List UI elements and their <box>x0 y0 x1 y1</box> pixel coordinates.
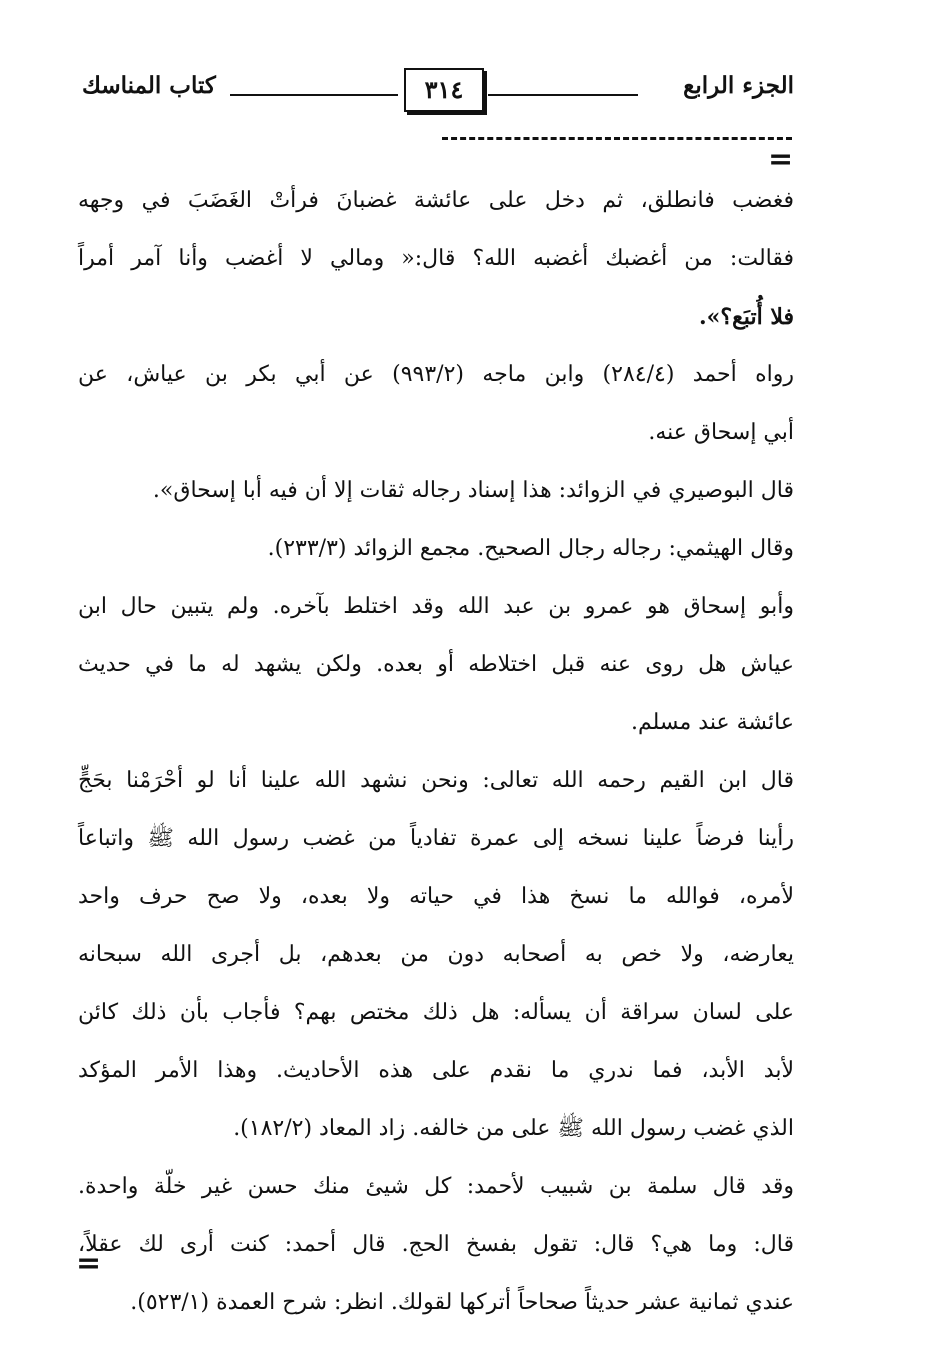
continuation-mark-bottom: = <box>76 1246 102 1281</box>
text-line: فغضب فانطلق، ثم دخل على عائشة غضبانَ فرأتْ الغَضَبَ في وجهه <box>78 188 794 213</box>
text-line: رأينا فرضاً علينا نسخه إلى عمرة تفادياً من غضب رسول الله ﷺ واتباعاً <box>78 826 794 851</box>
running-header <box>80 68 796 114</box>
text-line: عياش هل روى عنه قبل اختلاطه أو بعده. ولكن يشهد له ما في حديث <box>78 652 794 677</box>
text-line: أبي إسحاق عنه. <box>648 420 794 445</box>
body-text <box>78 172 794 1332</box>
text-line: رواه أحمد (٢٨٤/٤) وابن ماجه (٩٩٣/٢) عن أبي بكر بن عياش، عن <box>78 362 794 387</box>
header-book-title: كتاب المناسك <box>82 72 216 99</box>
header-part-title: الجزء الرابع <box>683 72 794 99</box>
continuation-mark-top: = <box>768 142 794 177</box>
header-rule-right <box>488 94 638 96</box>
dashed-divider <box>442 137 792 140</box>
text-line: لأمره، فوالله ما نسخ هذا في حياته ولا بعده، ولا صح حرف واحد <box>78 884 794 909</box>
text-line: يعارضه، ولا خص به أصحابه دون من بعدهم، بل أجرى الله سبحانه <box>78 942 794 967</box>
text-line: وقال الهيثمي: رجاله رجال الصحيح. مجمع الزوائد (٢٣٣/٣). <box>267 536 794 561</box>
text-line: قال البوصيري في الزوائد: هذا إسناد رجاله ثقات إلا أن فيه أبا إسحاق». <box>152 478 794 503</box>
text-line: عائشة عند مسلم. <box>630 710 794 735</box>
header-rule-left <box>230 94 398 96</box>
text-line: على لسان سراقة أن يسأله: هل ذلك مختص بهم؟ فأجاب بأن ذلك كائن <box>78 1000 794 1025</box>
text-line: فلا أُتبَع؟». <box>699 304 794 330</box>
text-line: الذي غضب رسول الله ﷺ على من خالفه. زاد المعاد (١٨٢/٢). <box>233 1116 794 1141</box>
page-number: ٣١٤ <box>404 68 484 112</box>
text-line: وقد قال سلمة بن شبيب لأحمد: كل شيئ منك حسن غير خلّة واحدة. <box>78 1174 794 1199</box>
text-line: فقالت: من أغضبك أغضبه الله؟ قال:« ومالي لا أغضب وأنا آمر أمراً <box>78 246 794 271</box>
text-line: قال: وما هي؟ قال: تقول بفسخ الحج. قال أحمد: كنت أرى لك عقلاً، <box>78 1232 794 1257</box>
text-line: لأبد الأبد، فما ندري ما نقدم على هذه الأحاديث. وهذا الأمر المؤكد <box>78 1058 794 1083</box>
text-line: عندي ثمانية عشر حديثاً صحاحاً أتركها لقولك. انظر: شرح العمدة (٥٢٣/١). <box>130 1290 794 1315</box>
text-line: قال ابن القيم رحمه الله تعالى: ونحن نشهد الله علينا أنا لو أحْرَمْنا بحَجٍّ <box>78 768 794 793</box>
text-line: وأبو إسحاق هو عمرو بن عبد الله وقد اختلط بآخره. ولم يتبين حال ابن <box>78 594 794 619</box>
